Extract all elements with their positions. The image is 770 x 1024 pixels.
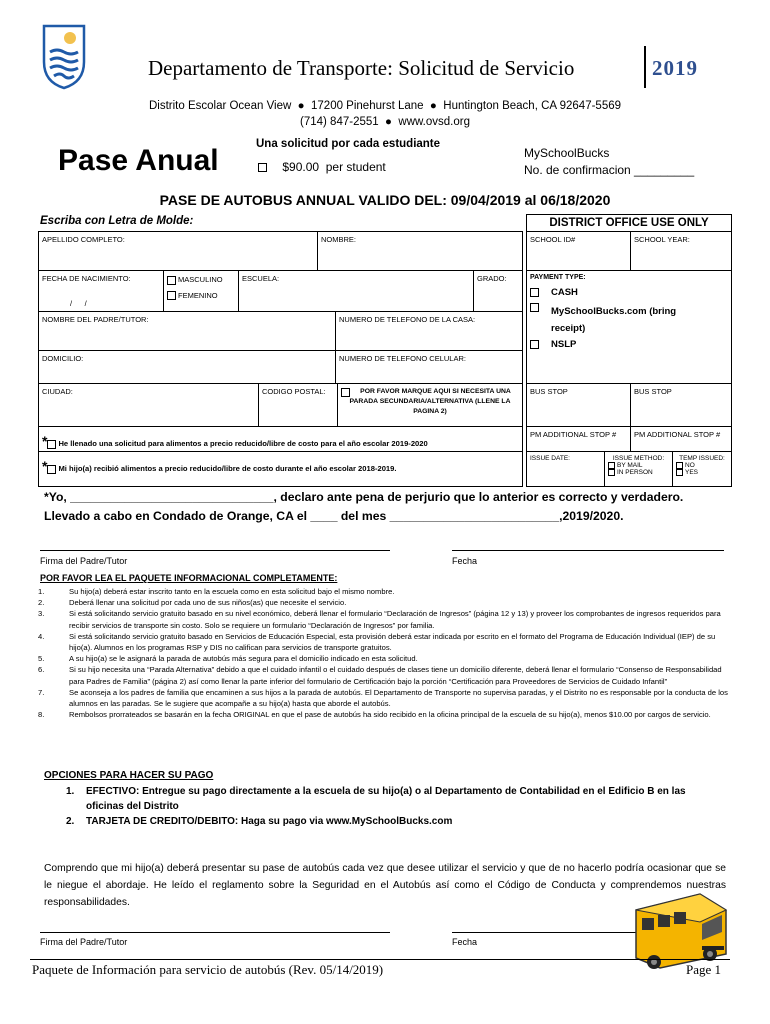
district-logo [40, 22, 88, 90]
school-field[interactable]: ESCUELA: GRADO: [238, 270, 523, 312]
zip-field[interactable]: CODIGO POSTAL: [258, 383, 338, 427]
date-label-2: Fecha [452, 937, 478, 947]
temp-yes-checkbox[interactable] [676, 469, 683, 476]
price-checkbox[interactable] [258, 163, 267, 172]
footer-rule [30, 959, 730, 960]
signature-label-1: Firma del Padre/Tutor [40, 556, 128, 566]
agreement-text: Comprendo que mi hijo(a) deberá presentar su pase de autobús cada vez que desee utilizar el servicio y que de no hacerlo podría ocasionar que se le niegue el abordaje. He leído el reglamento sobre la Seguridad en el Autobús así como el Código de Conducta y comprendemos nuestras responsabilidades. [44, 863, 726, 908]
nslp-checkbox[interactable] [530, 340, 539, 349]
in-person-checkbox[interactable] [608, 469, 615, 476]
issue-date-field[interactable]: ISSUE DATE: [526, 451, 605, 487]
payment-option-1: 1. EFECTIVO: Entregue su pago directamente a la escuela de su hijo(a) o al Departamento de Contabilidad en el Edificio B en las oficinas del Distrito [66, 786, 686, 812]
valid-heading: PASE DE AUTOBUS ANNUAL VALIDO DEL: 09/04/2019 al 06/18/2020 [159, 192, 611, 208]
last-name-field[interactable]: APELLIDO COMPLETO: [38, 231, 318, 271]
bus-stop-field-1[interactable]: BUS STOP [526, 383, 631, 427]
rule-text: Si su hijo necesita una “Parada Alternativa” debido a que el cuidado infantil o el cuidado después de clases tiene un domicilio diferente, deberá llenar el formulario “Consenso de Responsabilidad para Padres de Familia” (página 2) así como llenar la parte inferior del formulario de Certificación bajo la porción “Certificación para Proveedores de Servicios de Cuidado Infantil” [69, 665, 722, 686]
pm-stop-field-2[interactable]: PM ADDITIONAL STOP # [630, 426, 732, 452]
district-address: Distrito Escolar Ocean View ● 17200 Pinehurst Lane ● Huntington Beach, CA 92647-5569 [148, 100, 622, 112]
rule-number: 5. [38, 654, 45, 664]
rule-item [38, 631, 738, 653]
address-field[interactable]: DOMICILIO: [38, 350, 336, 384]
confirmation-field[interactable]: No. de confirmacion _________ [524, 163, 695, 177]
rule-number: 1. [38, 587, 45, 596]
rule-item [38, 653, 738, 664]
home-phone-field[interactable]: NUMERO DE TELEFONO DE LA CASA: [335, 311, 523, 351]
reduced-lunch-2018-row[interactable]: * Mi hijo(a) recibió alimentos a precio reducido/libre de costo durante el año escolar 2018-2019. [38, 451, 523, 487]
cell-phone-field[interactable]: NUMERO DE TELEFONO CELULAR: [335, 350, 523, 384]
birthdate-field[interactable]: FECHA DE NACIMIENTO: / / [38, 270, 164, 312]
rule-text: Deberá llenar una solicitud por cada uno de sus niños(as) que necesite el servicio. [69, 598, 347, 608]
rule-item [38, 687, 738, 709]
per-student-label: Una solicitud por cada estudiante [256, 138, 441, 150]
first-name-field[interactable]: NOMBRE: [317, 231, 523, 271]
rule-text: Su hijo(a) deberá estar inscrito tanto en la escuela como en esta solicitud bajo el mismo nombre. [69, 587, 395, 596]
date-line-1[interactable] [452, 550, 724, 551]
rule-text: A su hijo(a) se le asignará la parada de autobús más segura para el domicilio indicado en esta solicitud. [69, 654, 418, 664]
myschoolbucks-label: MySchoolBucks [524, 146, 610, 160]
temp-issued-field[interactable]: TEMP ISSUED: NO YES [672, 451, 732, 487]
rule-text: Si está solicitando servicio gratuito basado en Servicios de Educación Especial, esta provisión deberá estar indicada por escrito en el formato del Programa de Educación Individual (IEP) de su hijo(a). Alumnos en los programas RSP y DIS no califican para servicios de transporte gratuitos. [69, 631, 716, 653]
payment-heading: OPCIONES PARA HACER SU PAGO [44, 770, 214, 781]
rule-number: 4. [38, 631, 45, 641]
rules-list [38, 586, 738, 720]
page-number: Page 1 [686, 962, 722, 977]
payment-type-field[interactable]: PAYMENT TYPE: CASH MySchoolBucks.com (bring receipt) NSLP [526, 270, 732, 384]
rules-heading: POR FAVOR LEA EL PAQUETE INFORMACIONAL COMPLETAMENTE: [40, 573, 338, 583]
bus-stop-field-2[interactable]: BUS STOP [630, 383, 732, 427]
alt-stop-checkbox[interactable] [341, 388, 350, 397]
rule-item [38, 664, 738, 686]
rule-item [38, 709, 738, 720]
rule-number: 3. [38, 609, 45, 619]
city-field[interactable]: CIUDAD: [38, 383, 259, 427]
female-checkbox[interactable] [167, 291, 176, 300]
signature-label-2: Firma del Padre/Tutor [40, 937, 128, 947]
temp-no-checkbox[interactable] [676, 462, 683, 469]
signature-line-1[interactable] [40, 550, 390, 551]
price-label: $90.00 per student [282, 160, 386, 174]
rule-number: 6. [38, 665, 45, 675]
msb-checkbox[interactable] [530, 303, 539, 312]
reduced-lunch-2018-checkbox[interactable] [47, 465, 56, 474]
declaration-line-2: Llevado a cabo en Condado de Orange, CA el ____ del mes _________________________,2019/2020. [44, 509, 624, 523]
district-contact: (714) 847-2551 ● www.ovsd.org [300, 116, 470, 128]
rule-item [38, 586, 738, 597]
rule-item [38, 597, 738, 608]
rule-item [38, 608, 738, 630]
pass-title: Pase Anual [58, 144, 219, 177]
print-label: Escriba con Letra de Molde: [40, 215, 194, 227]
rule-number: 8. [38, 710, 45, 720]
declaration-line-1: *Yo, ______________________________, declaro ante pena de perjurio que lo anterior es correcto y verdadero. [44, 490, 684, 504]
rule-text: Se aconseja a los padres de familia que encaminen a sus hijos a la parada de autobús. El Departamento de Transporte no supervisa paradas, y el Distrito no es responsable por la conducta de los alumnos en las paradas. Se le sugiere que acompañe a su hijo(a) hasta que aborde el autobús. [69, 687, 728, 709]
date-label-1: Fecha [452, 556, 478, 566]
rule-text: Si está solicitando servicio gratuito basado en su nivel económico, deberá llenar el formulario “Declaración de Ingresos” (página 12 y 13) y proveer los comprobantes de ingresos requeridos para recibir servicios de transporte sin costo. Solo se requiere un formulario “Declaración de Ingresos” por familia. [69, 609, 721, 630]
cash-checkbox[interactable] [530, 288, 539, 297]
price-option [258, 160, 386, 174]
gender-field[interactable]: MASCULINO FEMENINO [163, 270, 239, 312]
by-mail-checkbox[interactable] [608, 462, 615, 469]
footer-left: Paquete de Información para servicio de autobús (Rev. 05/14/2019) [32, 962, 384, 977]
payment-option-2: 2. TARJETA DE CREDITO/DEBITO: Haga su pago via www.MySchoolBucks.com [66, 816, 453, 827]
issue-method-field[interactable]: ISSUE METHOD: BY MAIL IN PERSON [604, 451, 673, 487]
rule-number: 2. [38, 598, 45, 608]
school-year-field[interactable]: SCHOOL YEAR: [630, 231, 732, 271]
reduced-lunch-2019-row[interactable]: * He llenado una solicitud para alimentos a precio reducido/libre de costo para el año escolar 2019-2020 [38, 426, 523, 452]
parent-name-field[interactable]: NOMBRE DEL PADRE/TUTOR: [38, 311, 336, 351]
school-id-field[interactable]: SCHOOL ID# [526, 231, 631, 271]
reduced-lunch-2019-checkbox[interactable] [47, 440, 56, 449]
year-label: 2019 [652, 56, 698, 80]
alt-stop-field[interactable]: POR FAVOR MARQUE AQUI SI NECESITA UNA PARADA SECUNDARIA/ALTERNATIVA (LLENE LA PAGINA 2) [337, 383, 523, 427]
rule-number: 7. [38, 687, 45, 697]
title-divider [644, 46, 646, 88]
signature-line-2[interactable] [40, 932, 390, 933]
rule-text: Rembolsos prorrateados se basarán en la fecha ORIGINAL en que el pase de autobús ha sido recibido en la oficina principal de la escuela de su hijo(a), menos $10.00 por cargos de servicio. [69, 710, 711, 720]
male-checkbox[interactable] [167, 276, 176, 285]
grade-divider [473, 270, 474, 312]
date-line-2[interactable] [452, 932, 642, 933]
page-title: Departamento de Transporte: Solicitud de Servicio [148, 56, 575, 80]
office-use-header: DISTRICT OFFICE USE ONLY [526, 214, 732, 232]
pm-stop-field-1[interactable]: PM ADDITIONAL STOP # [526, 426, 631, 452]
